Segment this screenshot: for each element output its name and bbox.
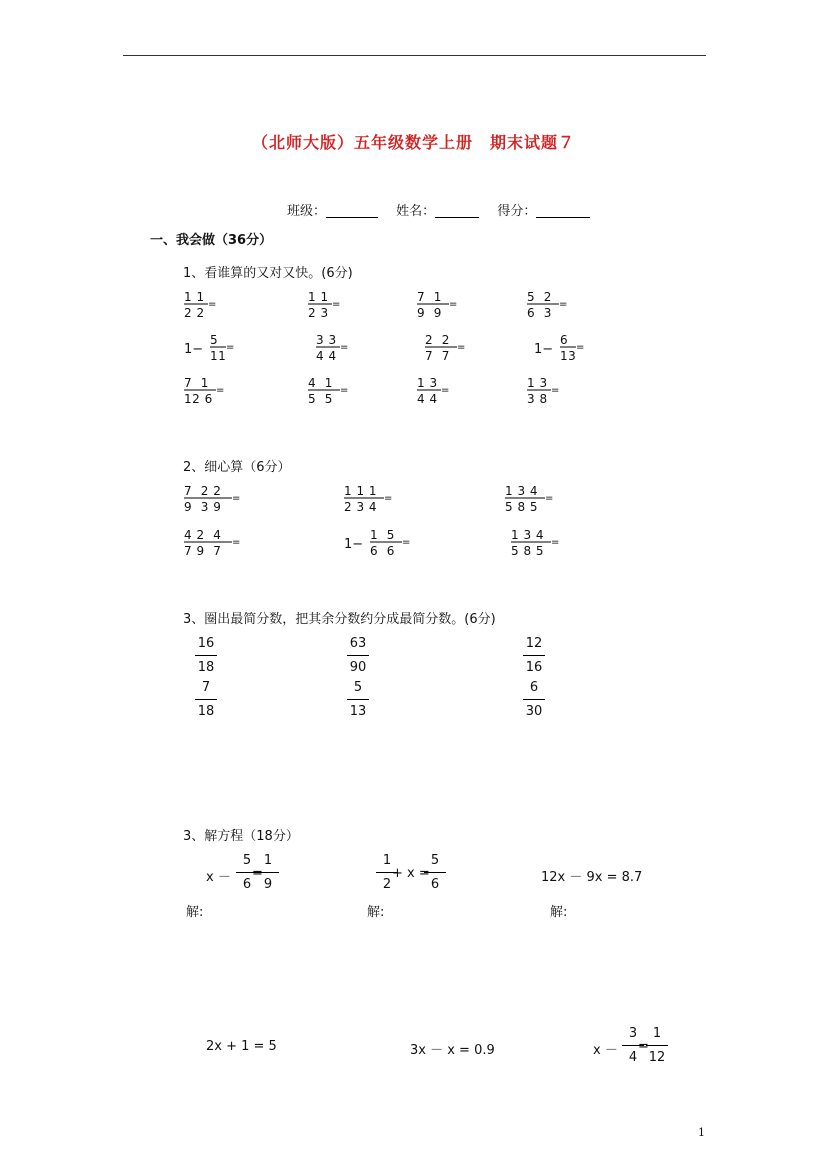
exercise-denominators: 3 8 <box>527 392 548 406</box>
fraction-item[interactable] <box>523 680 545 719</box>
class-blank[interactable] <box>326 203 378 218</box>
fraction-bars <box>308 300 342 308</box>
exercise-numerators: 4 1 <box>308 376 333 390</box>
q3-title: 3、圈出最简分数，把其余分数约分成最简分数。(6分) <box>183 612 496 627</box>
eq1-equals: = <box>252 866 263 881</box>
fraction-bars <box>210 343 236 351</box>
equation-5: 3x － x = 0.9 <box>410 1043 495 1058</box>
class-field[interactable] <box>287 200 378 219</box>
q2-title: 2、细心算（6分） <box>183 460 291 475</box>
score-label: 得分： <box>497 204 537 219</box>
exercise-prefix: 1− <box>184 342 204 357</box>
page-number: 1 <box>698 1126 705 1139</box>
svg-text:=: = <box>226 342 235 353</box>
exercise-numerators: 1 1 <box>308 290 329 304</box>
exercise-denominators: 2 3 4 <box>344 500 378 514</box>
solve-label-2: 解: <box>367 905 385 920</box>
fraction-item[interactable] <box>347 636 369 675</box>
eq2-f1-num: 1 <box>382 853 392 868</box>
svg-text:=: = <box>332 299 341 310</box>
exercise-item <box>344 528 411 558</box>
fraction-numerator: 16 <box>197 636 215 651</box>
exercise-item <box>425 333 466 363</box>
eq1-f1-den: 6 <box>242 877 252 892</box>
fraction-bars <box>184 538 242 546</box>
fraction-bar <box>523 655 545 656</box>
svg-text:=: = <box>340 385 349 396</box>
fraction-denominator: 18 <box>197 660 215 675</box>
exercise-numerators: 5 <box>210 333 219 347</box>
fraction-bars <box>184 300 218 308</box>
eq1-f2-den: 9 <box>263 877 273 892</box>
name-field[interactable] <box>396 200 479 219</box>
fraction-bars <box>417 386 451 394</box>
exercise-item <box>527 290 568 320</box>
eq2-f2-den: 6 <box>430 877 440 892</box>
class-label: 班级： <box>287 204 327 219</box>
fraction-bars <box>527 386 561 394</box>
q1-title: 1、看谁算的又对又快。(6分) <box>183 266 353 281</box>
fraction-bar <box>195 655 217 656</box>
exercise-prefix: 1− <box>534 342 554 357</box>
exercise-numerators: 1 3 <box>527 376 548 390</box>
exercise-item <box>534 333 585 363</box>
svg-text:=: = <box>232 537 241 548</box>
eq6-f1-den: 4 <box>628 1050 638 1065</box>
svg-text:=: = <box>216 385 225 396</box>
exercise-item <box>184 484 241 514</box>
fraction-bars <box>184 386 226 394</box>
q4-title: 3、解方程（18分） <box>183 829 299 844</box>
solve-label-3: 解: <box>550 905 568 920</box>
equation-3: 12x － 9x = 8.7 <box>541 870 643 885</box>
exercise-denominators: 11 <box>210 349 227 363</box>
fraction-bars <box>560 343 586 351</box>
svg-text:=: = <box>232 493 241 504</box>
solve-label-1: 解: <box>186 905 204 920</box>
exercise-denominators: 2 2 <box>184 306 205 320</box>
exercise-denominators: 5 8 5 <box>505 500 539 514</box>
svg-text:=: = <box>545 493 554 504</box>
page-title: （北师大版）五年级数学上册 期末试题７ <box>251 133 575 152</box>
svg-text:=: = <box>551 537 560 548</box>
exercise-item <box>308 290 341 320</box>
eq6-f2-num: 1 <box>652 1026 662 1041</box>
fraction-numerator: 5 <box>353 680 363 695</box>
eq2-lhs: + x = <box>392 866 430 881</box>
exercise-numerators: 2 2 <box>425 333 450 347</box>
exercise-item <box>184 290 217 320</box>
fraction-bars <box>425 343 467 351</box>
svg-text:=: = <box>340 342 349 353</box>
svg-text:=: = <box>551 385 560 396</box>
fraction-item[interactable] <box>523 636 545 675</box>
exercise-item <box>505 484 554 514</box>
fraction-bars <box>527 300 569 308</box>
exercise-prefix: 1− <box>344 537 364 552</box>
exercise-denominators: 4 4 <box>417 392 438 406</box>
exercise-item <box>417 376 450 406</box>
eq1-lhs: x － <box>206 870 231 885</box>
exercise-item <box>308 376 349 406</box>
score-field[interactable] <box>497 200 590 219</box>
exercise-numerators: 6 <box>560 333 569 347</box>
svg-text:=: = <box>457 342 466 353</box>
name-label: 姓名： <box>396 204 436 219</box>
exercise-denominators: 6 6 <box>370 544 395 558</box>
exercise-denominators: 13 <box>560 349 577 363</box>
exercise-denominators: 7 9 7 <box>184 544 222 558</box>
svg-text:=: = <box>441 385 450 396</box>
fraction-numerator: 12 <box>525 636 543 651</box>
svg-text:=: = <box>559 299 568 310</box>
fraction-denominator: 16 <box>525 660 543 675</box>
exercise-item <box>344 484 393 514</box>
eq1-frac-2 <box>257 853 279 892</box>
exercise-item <box>184 376 225 406</box>
fraction-denominator: 13 <box>349 704 367 719</box>
fraction-bars <box>184 494 242 502</box>
exercise-numerators: 1 3 4 <box>511 528 545 542</box>
exercise-numerators: 7 2 2 <box>184 484 222 498</box>
header-rule <box>123 55 706 56</box>
exercise-denominators: 12 6 <box>184 392 213 406</box>
eq1-f2-num: 1 <box>263 853 273 868</box>
svg-text:=: = <box>402 537 411 548</box>
fraction-bars <box>344 494 394 502</box>
eq2-frac-2 <box>424 853 446 892</box>
eq6-equals: = <box>638 1039 649 1054</box>
fraction-bar <box>195 699 217 700</box>
fraction-bars <box>511 538 561 546</box>
exercise-numerators: 3 3 <box>316 333 337 347</box>
fraction-denominator: 30 <box>525 704 543 719</box>
svg-text:=: = <box>384 493 393 504</box>
eq6-lhs: x － <box>593 1043 618 1058</box>
svg-text:=: = <box>449 299 458 310</box>
exercise-denominators: 9 3 9 <box>184 500 222 514</box>
fraction-numerator: 7 <box>201 680 211 695</box>
fraction-item[interactable] <box>347 680 369 719</box>
eq2-f1-den: 2 <box>382 877 392 892</box>
exercise-item <box>511 528 560 558</box>
exercise-numerators: 7 1 <box>184 376 209 390</box>
fraction-item[interactable] <box>195 636 217 675</box>
name-blank[interactable] <box>435 203 479 218</box>
fraction-numerator: 6 <box>529 680 539 695</box>
fraction-bars <box>505 494 555 502</box>
fraction-bar <box>347 655 369 656</box>
eq1-f1-num: 5 <box>242 853 252 868</box>
exercise-denominators: 6 3 <box>527 306 552 320</box>
exercise-numerators: 4 2 4 <box>184 528 222 542</box>
exercise-numerators: 1 1 <box>184 290 205 304</box>
exercise-item <box>527 376 560 406</box>
exercise-numerators: 1 1 1 <box>344 484 378 498</box>
eq6-f1-num: 3 <box>628 1026 638 1041</box>
svg-text:=: = <box>576 342 585 353</box>
exercise-item <box>184 528 241 558</box>
exercise-denominators: 9 9 <box>417 306 442 320</box>
fraction-bar <box>523 699 545 700</box>
equation-4: 2x + 1 = 5 <box>206 1039 277 1054</box>
eq2-f2-num: 5 <box>430 853 440 868</box>
exercise-item <box>184 333 235 363</box>
fraction-denominator: 90 <box>349 660 367 675</box>
svg-text:=: = <box>208 299 217 310</box>
exercise-item <box>417 290 458 320</box>
exercise-numerators: 1 3 4 <box>505 484 539 498</box>
fraction-bars <box>370 538 412 546</box>
exercise-numerators: 7 1 <box>417 290 442 304</box>
fraction-denominator: 18 <box>197 704 215 719</box>
exercise-numerators: 1 5 <box>370 528 395 542</box>
exercise-numerators: 5 2 <box>527 290 552 304</box>
fraction-item[interactable] <box>195 680 217 719</box>
exercise-denominators: 7 7 <box>425 349 450 363</box>
fraction-bars <box>417 300 459 308</box>
exercise-numerators: 1 3 <box>417 376 438 390</box>
fraction-bars <box>308 386 350 394</box>
exercise-denominators: 5 8 5 <box>511 544 545 558</box>
score-blank[interactable] <box>536 203 590 218</box>
exercise-denominators: 5 5 <box>308 392 333 406</box>
eq6-frac-2 <box>646 1026 668 1065</box>
fraction-bar <box>347 699 369 700</box>
section-1-heading: 一、我会做（36分） <box>150 233 273 248</box>
fraction-bars <box>316 343 350 351</box>
exercise-denominators: 2 3 <box>308 306 329 320</box>
exercise-denominators: 4 4 <box>316 349 337 363</box>
eq6-f2-den: 12 <box>648 1050 666 1065</box>
fraction-numerator: 63 <box>349 636 367 651</box>
student-info-row <box>287 200 600 219</box>
exercise-item <box>316 333 349 363</box>
